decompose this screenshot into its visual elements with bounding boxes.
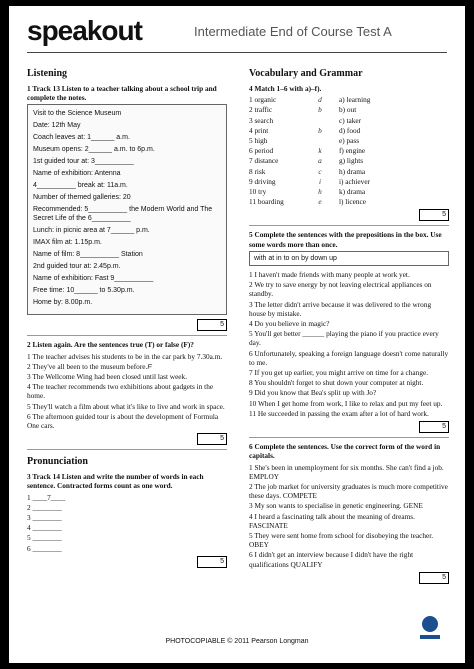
match-right: l) licence xyxy=(339,197,366,207)
match-left: 7 distance xyxy=(249,156,279,166)
word-form-item: 4 I heard a fascinating talk about the meaning of dreams. FASCINATE xyxy=(249,511,415,530)
preposition-box: with at in to on by down up xyxy=(249,251,449,266)
right-column xyxy=(249,62,449,588)
match-right: d) food xyxy=(339,125,361,135)
note-line: 2nd guided tour at: 2.45p.m. xyxy=(33,263,121,271)
q2-instruction: 2 Listen again. Are the sentences true (T) or false (F)? xyxy=(27,340,194,350)
word-form-item: 3 My son wants to specialise in genetic engineering. GENE xyxy=(249,501,423,511)
score-value: 5 xyxy=(419,421,449,433)
word-count-item: 6 ________ xyxy=(27,543,62,553)
match-right: a) learning xyxy=(339,95,371,105)
note-line: Coach leaves at: 1______ a.m. xyxy=(33,134,130,142)
note-line: Free time: 10______ to 5.30p.m. xyxy=(33,287,135,295)
notes-box xyxy=(27,104,227,315)
match-left: 10 try xyxy=(249,187,267,197)
match-row xyxy=(249,187,449,196)
divider xyxy=(249,437,449,438)
match-answer: b xyxy=(318,125,322,135)
match-list xyxy=(249,95,449,206)
match-answer xyxy=(301,136,339,145)
match-left: 8 risk xyxy=(249,166,266,176)
word-count-item: 1 ____7____ xyxy=(27,492,66,502)
score-value: 5 xyxy=(197,319,227,331)
tf-item: 3 The Wellcome Wing had been closed until last week. xyxy=(27,372,188,382)
match-right: f) engine xyxy=(339,146,366,156)
note-line: Visit to the Science Museum xyxy=(33,110,122,118)
tf-item: 5 They'll watch a film about what it's like to live and work in space. xyxy=(27,401,225,411)
match-right: e) pass xyxy=(339,136,360,146)
tf-item: 4 The teacher recommends two exhibitions about gadgets in the home. xyxy=(27,382,214,401)
note-line: Name of exhibition: Fast 9__________ xyxy=(33,275,154,283)
score-box-3 xyxy=(27,556,227,568)
prep-item: 1 I haven't made friends with many people at work yet. xyxy=(249,270,410,280)
match-answer: i xyxy=(318,176,322,186)
match-answer: e xyxy=(318,197,322,207)
match-right: i) achiever xyxy=(339,176,370,186)
word-count-item: 5 ________ xyxy=(27,533,62,543)
score-value: 5 xyxy=(419,572,449,584)
pronunciation-title: Pronunciation xyxy=(27,456,88,468)
prep-item: 5 You'll get better ______ playing the piano if you practice every day. xyxy=(249,329,439,348)
match-left: 11 boarding xyxy=(249,197,284,207)
divider xyxy=(27,335,227,336)
footer: PHOTOCOPIABLE © 2011 Pearson Longman xyxy=(165,638,309,645)
match-answer: d xyxy=(318,95,322,105)
match-row xyxy=(249,177,449,186)
score-box-6 xyxy=(249,572,449,584)
match-answer: a xyxy=(318,156,322,166)
match-left: 5 high xyxy=(249,136,268,146)
match-left: 2 traffic xyxy=(249,105,273,115)
word-form-item: 2 The job market for university graduates is much more competitive these days. COMPETE xyxy=(249,481,448,501)
note-line: Recommended: 5__________ the Modern World and The Secret Life of the 6__________ xyxy=(33,206,213,223)
note-line: Name of film: 8__________ Station xyxy=(33,251,143,259)
header xyxy=(27,14,447,52)
note-line: IMAX film at: 1.15p.m. xyxy=(33,239,102,247)
match-right: h) drama xyxy=(339,166,366,176)
word-count-item: 3 ________ xyxy=(27,513,62,523)
match-answer: b xyxy=(318,105,322,115)
match-left: 9 driving xyxy=(249,176,276,186)
divider xyxy=(249,225,449,226)
word-form-item: 6 I didn't get an interview because I didn't have the right qualifications QUALIFY xyxy=(249,550,414,569)
test-title: Intermediate End of Course Test A xyxy=(194,24,392,39)
tf-item: 1 The teacher advises his students to be in the car park by 7.30a.m. xyxy=(27,351,223,361)
match-row xyxy=(249,116,449,125)
score-box-2 xyxy=(27,433,227,445)
match-right: b) out xyxy=(339,105,357,115)
match-row xyxy=(249,126,449,135)
score-box-1 xyxy=(27,319,227,331)
note-line: Home by: 8.00p.m. xyxy=(33,299,93,307)
prep-item: 10 When I get home from work, I like to relax and put my feet up. xyxy=(249,398,443,408)
tf-answer: F xyxy=(147,361,152,371)
tf-item: 6 The afternoon guided tour is about the development of Formula One cars. xyxy=(27,411,219,431)
note-line: Date: 12th May xyxy=(33,122,81,130)
left-column xyxy=(27,62,227,572)
note-line: Name of exhibition: Antenna xyxy=(33,170,121,178)
prep-item: 9 Did you know that Bea's split up with Jo? xyxy=(249,388,377,398)
prep-item: 11 He succeeded in passing the exam after a lot of hard work. xyxy=(249,408,429,418)
q1-instruction: 1 Track 13 Listen to a teacher talking about a school trip and complete the notes. xyxy=(27,84,217,103)
prep-item: 6 Unfortunately, speaking a foreign language doesn't come naturally to me. xyxy=(249,348,449,367)
match-row xyxy=(249,105,449,114)
match-row xyxy=(249,95,449,104)
score-value: 5 xyxy=(197,556,227,568)
header-rule xyxy=(27,52,447,53)
score-value: 5 xyxy=(197,433,227,445)
q5-instruction: 5 Complete the sentences with the prepositions in the box. Use some words more than once. xyxy=(249,230,442,249)
score-box-4 xyxy=(249,209,449,221)
word-form-item: 1 She's been in unemployment for six months. She can't find a job. EMPLOY xyxy=(249,462,444,481)
match-right: g) lights xyxy=(339,156,364,166)
prep-item: 7 If you get up earlier, you might arrive on time for a change. xyxy=(249,368,429,378)
note-line: Number of themed galleries: 20 xyxy=(33,194,131,202)
note-line: 1st guided tour at: 3__________ xyxy=(33,158,134,166)
word-form-item: 5 They were sent home from school for disobeying the teacher. OBEY xyxy=(249,530,434,550)
match-answer: k xyxy=(318,146,322,156)
note-line: Museum opens: 2______ a.m. to 6p.m. xyxy=(33,146,155,154)
match-right: c) taker xyxy=(339,115,362,125)
match-left: 6 period xyxy=(249,146,274,156)
tf-item: 2 They've all been to the museum before. F xyxy=(27,361,152,371)
prep-item: 2 We try to save energy by not leaving electrical appliances on standby. xyxy=(249,280,432,299)
prep-item: 8 You shouldn't forget to shut down your computer at night. xyxy=(249,378,424,388)
q6-instruction: 6 Complete the sentences. Use the correct form of the word in capitals. xyxy=(249,442,441,461)
match-answer: h xyxy=(318,187,322,197)
match-left: 1 organic xyxy=(249,95,277,105)
note-line: 4__________ break at: 11a.m. xyxy=(33,182,128,190)
match-right: k) drama xyxy=(339,187,366,197)
q4-instruction: 4 Match 1–6 with a)–f). xyxy=(249,84,322,93)
match-row xyxy=(249,156,449,165)
match-left: 3 search xyxy=(249,115,274,125)
prep-item: 4 Do you believe in magic? xyxy=(249,319,330,329)
word-count-item: 4 ________ xyxy=(27,523,62,533)
match-left: 4 print xyxy=(249,125,269,135)
match-row xyxy=(249,136,449,145)
speakout-logo: speakout xyxy=(27,15,142,46)
match-answer xyxy=(301,116,339,125)
score-box-5 xyxy=(249,421,449,433)
q3-instruction: 3 Track 14 Listen and write the number of words in each sentence. Contracted forms count as one word. xyxy=(27,472,204,491)
match-answer: c xyxy=(318,166,322,176)
note-line: Lunch: in picnic area at 7______ p.m. xyxy=(33,227,150,235)
vocab-title: Vocabulary and Grammar xyxy=(249,68,363,79)
match-row xyxy=(249,167,449,176)
score-value: 5 xyxy=(419,209,449,221)
test-page xyxy=(9,6,465,663)
match-row xyxy=(249,197,449,206)
prep-item: 3 The letter didn't arrive because it was delivered to the wrong house by mistake. xyxy=(249,299,432,318)
match-row xyxy=(249,146,449,155)
listening-title: Listening xyxy=(27,68,68,79)
divider xyxy=(27,449,227,450)
word-count-item: 2 ________ xyxy=(27,502,62,512)
